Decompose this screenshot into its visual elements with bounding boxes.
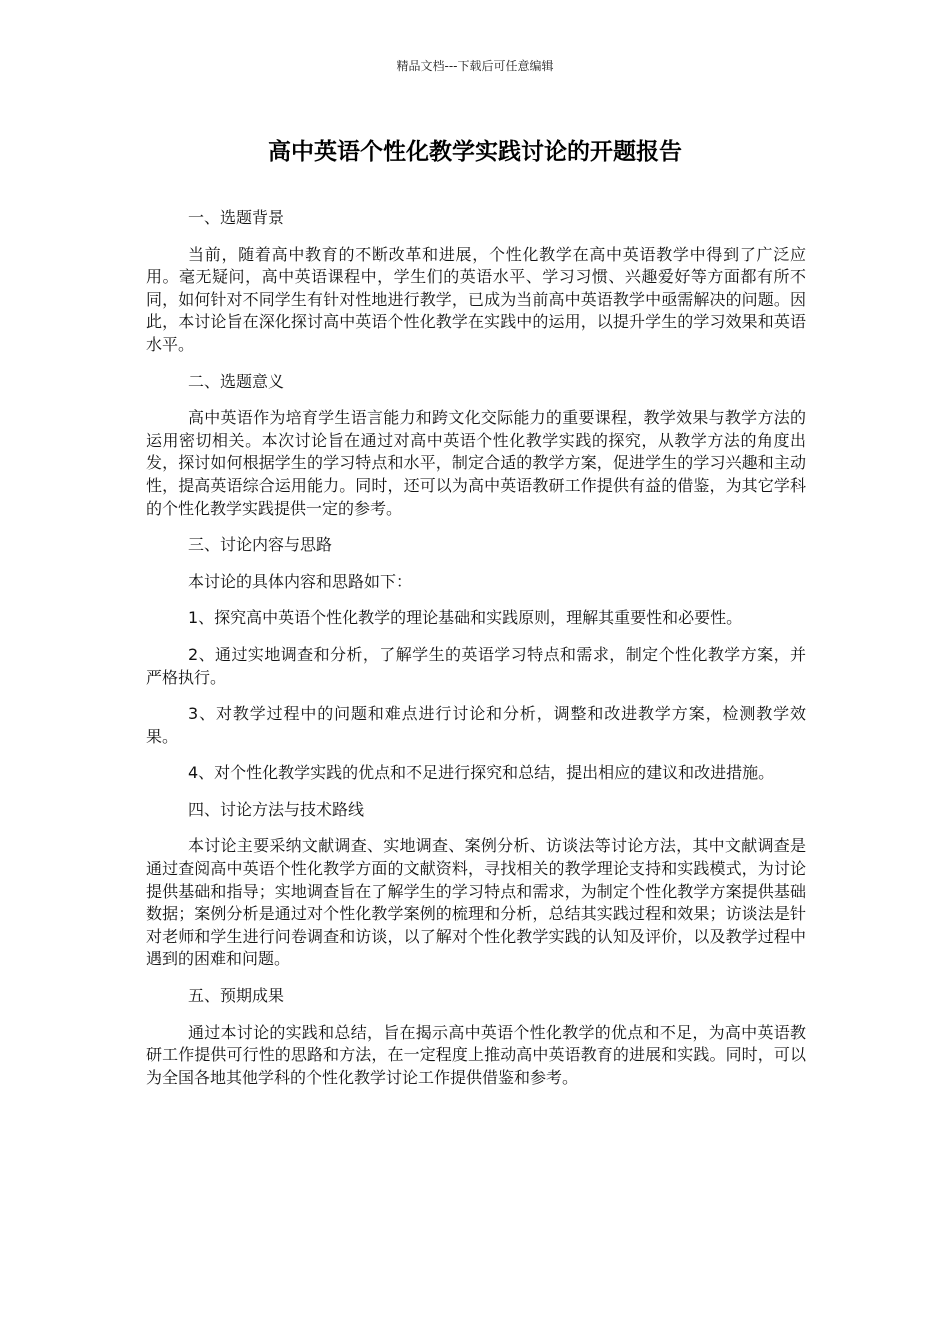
paragraph-content-intro: 本讨论的具体内容和思路如下： [188, 571, 413, 591]
list-item: 2、通过实地调查和分析，了解学生的英语学习特点和需求，制定个性化教学方案，并严格执行。 [146, 644, 806, 687]
section-heading-content: 三、讨论内容与思路 [188, 535, 333, 555]
document-body [146, 207, 806, 1103]
list-item: 3、对教学过程中的问题和难点进行讨论和分析，调整和改进教学方案，检测教学效果。 [146, 704, 806, 746]
header-note: 精品文档---下载后可任意编辑 [396, 59, 554, 73]
paragraph-outcomes: 通过本讨论的实践和总结，旨在揭示高中英语个性化教学的优点和不足，为高中英语教研工作提供可行性的思路和方法，在一定程度上推动高中英语教育的进展和实践。同时，可以为全国各地其他学科的个性化教学讨论工作提供借鉴和参考。 [146, 1022, 806, 1087]
document-title: 高中英语个性化教学实践讨论的开题报告 [268, 139, 682, 165]
section-heading-outcomes: 五、预期成果 [188, 986, 285, 1006]
section-heading-background: 一、选题背景 [188, 208, 285, 227]
section-heading-significance: 二、选题意义 [188, 371, 285, 391]
list-item: 1、探究高中英语个性化教学的理论基础和实践原则，理解其重要性和必要性。 [188, 608, 743, 628]
paragraph-background: 当前，随着高中教育的不断改革和进展，个性化教学在高中英语教学中得到了广泛应用。毫无疑问，高中英语课程中，学生们的英语水平、学习习惯、兴趣爱好等方面都有所不同，如何针对不同学生有针对性地进行教学，已成为当前高中英语教学中亟需解决的问题。因此，本讨论旨在深化探讨高中英语个性化教学在实践中的运用，以提升学生的学习效果和英语水平。 [146, 244, 806, 354]
list-item: 4、对个性化教学实践的优点和不足进行探究和总结，提出相应的建议和改进措施。 [188, 763, 775, 783]
paragraph-significance: 高中英语作为培育学生语言能力和跨文化交际能力的重要课程，教学效果与教学方法的运用密切相关。本次讨论旨在通过对高中英语个性化教学实践的探究，从教学方法的角度出发，探讨如何根据学生的学习特点和水平，制定合适的教学方案，促进学生的学习兴趣和主动性，提高英语综合运用能力。同时，还可以为高中英语教研工作提供有益的借鉴，为其它学科的个性化教学实践提供一定的参考。 [146, 408, 806, 518]
section-heading-methods: 四、讨论方法与技术路线 [188, 799, 365, 819]
paragraph-methods: 本讨论主要采纳文献调查、实地调查、案例分析、访谈法等讨论方法，其中文献调查是通过查阅高中英语个性化教学方面的文献资料，寻找相关的教学理论支持和实践模式，为讨论提供基础和指导；实地调查旨在了解学生的学习特点和需求，为制定个性化教学方案提供基础数据；案例分析是通过对个性化教学案例的梳理和分析，总结其实践过程和效果；访谈法是针对老师和学生进行问卷调查和访谈，以了解对个性化教学实践的认知及评价，以及教学过程中遇到的困难和问题。 [146, 836, 806, 969]
